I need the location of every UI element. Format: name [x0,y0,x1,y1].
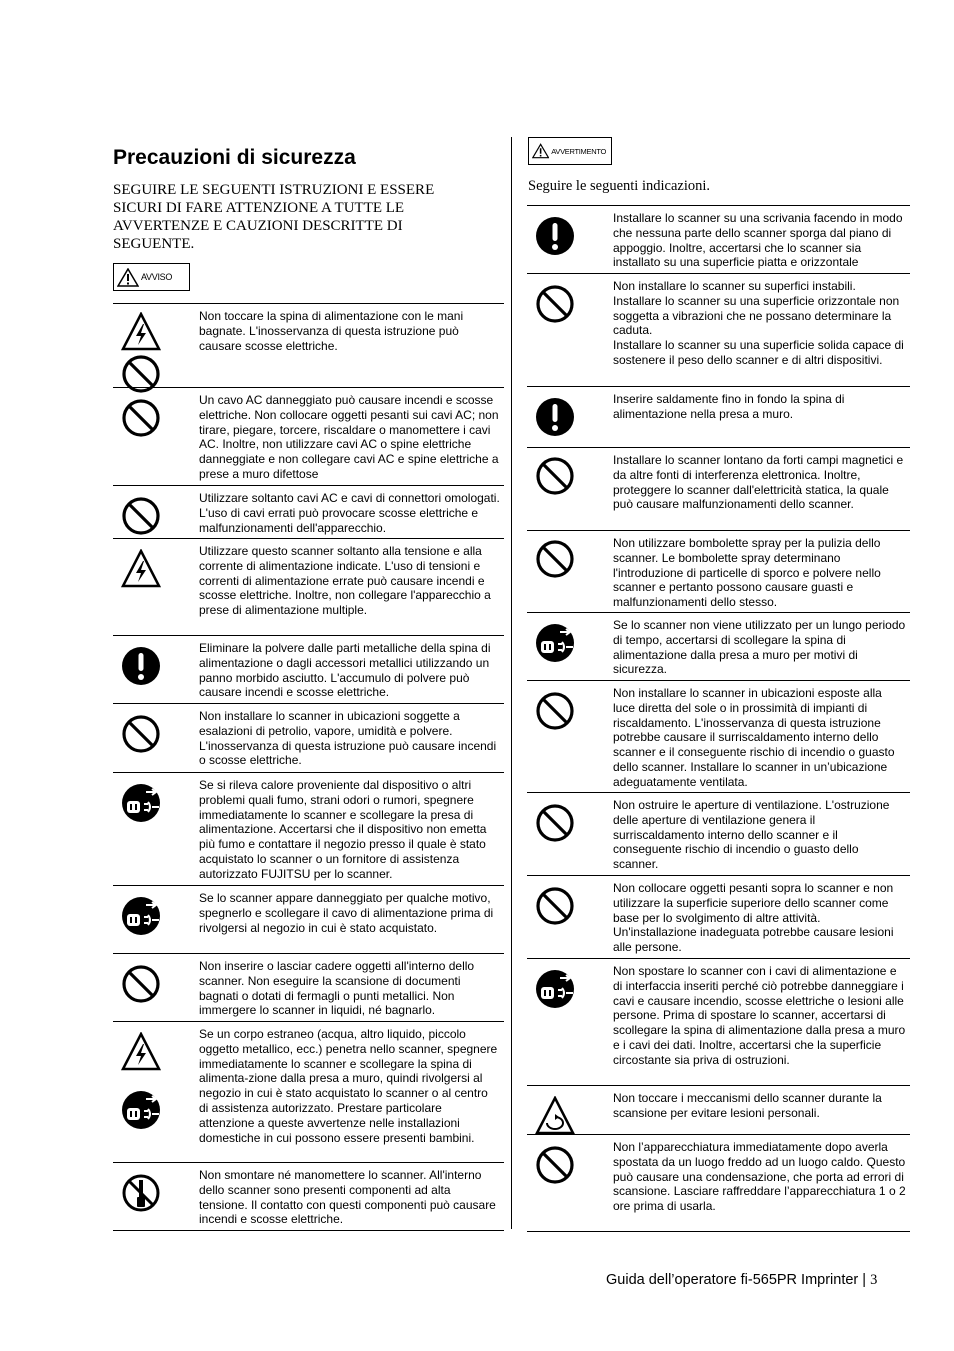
warning-badge-label: AVVISO [141,272,173,282]
prohibition-icon [535,456,575,496]
mandatory-icon [121,646,161,686]
list-item-text: Non toccare la spina di alimentazione con le mani bagnate. L'inosservanza di questa istruzione può causare scosse elettriche. [199,309,464,353]
list-item-text: Se un corpo estraneo (acqua, altro liquido, piccolo oggetto metallico, ecc.) penetra nello scanner, spegnere immediatamente lo scanner e scollegare la spina di alimenta-zione dalla presa a muro, quindi rivolgersi al negozio in cui è stato acquistato lo scanner o al centro di assistenza autorizzato. Prestare particolare attenzione a queste avvertenze nelle installazioni domestiche in cui possono essere presenti bambini. [199,1027,498,1145]
list-item-text: Non utilizzare bombolette spray per la pulizia dello scanner. Le bombolette spray determinano l'introduzione di particelle di sporco e polvere nello scanner e pertanto possono causare guasti e malfunzionamenti dello stesso. [613,536,881,610]
warning-triangle-icon [117,268,139,287]
list-item [527,1086,910,1135]
list-item-text: Non collocare oggetti pesanti sopra lo scanner e non utilizzare la superficie superiore dello scanner come base per lo svolgimento di altre attività. Un'installazione inadeguata potrebbe causare lesioni alle persone. [613,881,894,955]
page-number: 3 [870,1272,878,1288]
list-item-text: Utilizzare soltanto cavi AC e cavi di connettori omologati. L'uso di cavi errati può provocare scosse elettriche e malfunzionamenti dell'apparecchio. [199,491,500,535]
list-item [113,636,504,704]
list-item [527,387,910,448]
list-item [113,388,504,486]
right-intro-text: Seguire le seguenti indicazioni. [528,178,711,194]
footer-separator: | [862,1272,867,1288]
rotating-parts-icon [535,1096,575,1136]
prohibition-icon [121,398,161,438]
list-item [113,1022,504,1163]
list-item [113,539,504,636]
prohibition-icon [535,691,575,731]
list-item-text: Non inserire o lasciar cadere oggetti all'interno dello scanner. Non eseguire la scansione di documenti bagnati o dotati di fermagli o punti metallici. Non immergere lo scanner in liquidi, né bagnarlo. [199,959,475,1018]
no-disassembly-icon [121,1173,161,1213]
list-item-text: Non installare lo scanner in ubicazioni soggette a esalazioni di petrolio, vapore, umidità e polvere. L'inosservanza di questa istruzione può causare incendi o scosse elettriche. [199,709,497,768]
list-item [527,531,910,613]
page-footer [606,1272,877,1289]
list-item-text: Se lo scanner appare danneggiato per qualche motivo, spegnerlo e scollegare il cavo di alimentazione prima di rivolgersi al negozio in cui è stato acquistato. [199,891,494,935]
warning-badge [113,263,190,291]
unplug-icon [535,969,575,1009]
electric-shock-icon [121,1032,161,1072]
list-item-text: Non toccare i meccanismi dello scanner durante la scansione per evitare lesioni personali. [613,1091,882,1120]
list-item-text: Se si rileva calore proveniente dal dispositivo o altri problemi quali fumo, strani odori o rumori, spegnere immediatamente lo scanner e scollegare la presa di alimentazione. Accertarsi che il dispositivo non emetta più fumo e contattare il negozio presso il quale è stato acquistato lo scanner o un fornitore di assistenza autorizzato FUJITSU per lo scanner. [199,778,487,881]
list-item [113,773,504,886]
list-item [527,681,910,793]
list-item-text: Non l’apparecchiatura immediatamente dopo averla spostata da un luogo freddo ad un luogo caldo. Questo può causare una condensazione, che porta ad errori di scansione. Lasciare raffreddare l’apparecchiatura 1 o 2 ore prima di usarla. [613,1140,906,1214]
prohibition-icon [535,1145,575,1185]
list-item-text: Non installare lo scanner su superfici instabili. Installare lo scanner su una superficie orizzontale non soggetta a vibrazioni che ne possano determinare la caduta. Installare lo scanner su una superficie solida capace di sostenere il peso dello scanner e di altri dispositivi. [613,279,904,367]
list-item [527,613,910,681]
list-item [113,304,504,388]
list-item-text: Inserire saldamente fino in fondo la spina di alimentazione nella presa a muro. [613,392,845,421]
intro-text: SEGUIRE LE SEGUENTI ISTRUZIONI E ESSERE SICURI DI FARE ATTENZIONE A TUTTE LE AVVERTENZE E CAUZIONI DESCRITTE DI SEGUENTE. [113,182,435,252]
list-item [113,954,504,1022]
list-item [113,1163,504,1231]
column-divider [511,137,512,1229]
unplug-icon [535,623,575,663]
list-item [527,959,910,1086]
unplug-icon [121,1090,161,1130]
prohibition-icon [121,496,161,536]
list-item [527,1135,910,1232]
list-item-text: Non ostruire le aperture di ventilazione. L'ostruzione delle aperture di ventilazione genera il surriscaldamento interno dello scanner e il conseguente rischio di incendio o guasto dello scanner. [613,798,890,872]
prohibition-icon [121,714,161,754]
page-title: Precauzioni di sicurezza [113,146,356,169]
list-item [113,486,504,539]
electric-shock-icon [121,312,161,352]
warning-triangle-icon [532,143,549,159]
unplug-icon [121,896,161,936]
left-safety-list [113,303,504,1231]
list-item [113,704,504,773]
list-item-text: Non spostare lo scanner con i cavi di alimentazione e di interfaccia inseriti perché ciò potrebbe danneggiare i cavi e causare incendio, scosse elettriche o lesioni alle persone. Prima di spostare lo scanner, accertarsi di scollegare la spina di alimentazione dalla presa a muro e i cavi dei dati. Inoltre, accertarsi che la superficie circostante sia priva di ostruzioni. [613,964,906,1067]
list-item [527,206,910,274]
mandatory-icon [535,216,575,256]
electric-shock-icon [121,549,161,589]
list-item [113,886,504,954]
prohibition-icon [121,964,161,1004]
footer-title: Guida dell’operatore fi-565PR Imprinter [606,1272,859,1288]
list-item-text: Utilizzare questo scanner soltanto alla tensione e alla corrente di alimentazione indicate. L'uso di tensioni e correnti di alimentazione errate può causare incendi e scosse elettriche. Inoltre, non collegare l'apparecchio a prese di alimentazione multiple. [199,544,491,618]
list-item-text: Non smontare né manomettere lo scanner. All'interno dello scanner sono presenti componenti ad alta tensione. Il contatto con questi componenti può causare incendi e scosse elettriche. [199,1168,496,1227]
list-item-text: Non installare lo scanner in ubicazioni esposte alla luce diretta del sole o in prossimità di impianti di riscaldamento. L'inosservanza di questa istruzione potrebbe causare il surriscaldamento interno dello scanner e il conseguente rischio di incendio o guasto dello scanner. Installare lo scanner in un’ubicazione adeguatamente ventilata. [613,686,895,789]
list-item [527,448,910,531]
list-item-text: Eliminare la polvere dalle parti metalliche della spina di alimentazione o dagli accessori metallici utilizzando un panno morbido asciutto. L'accumulo di polvere può causare incendi e scosse elettriche. [199,641,491,700]
caution-badge [528,137,612,165]
right-safety-list [527,205,910,1232]
caution-badge-label: AVVERTIMENTO [551,146,606,156]
list-item-text: Un cavo AC danneggiato può causare incendi e scosse elettriche. Non collocare oggetti pesanti sui cavi AC; non tirare, piegare, torcere, riscaldare o manomettere i cavi AC. Inoltre, non utilizzare cavi AC o spine elettriche danneggiate e non collegare cavi AC e spine elettriche a prese a muro difettose [199,393,499,481]
mandatory-icon [535,397,575,437]
prohibition-icon [535,886,575,926]
list-item-text: Installare lo scanner lontano da forti campi magnetici e da altre fonti di interferenza elettronica. Inoltre, proteggere lo scanner dall'elettricità statica, la quale può causare malfunzionamenti dello scanner. [613,453,904,512]
unplug-icon [121,783,161,823]
list-item-text: Se lo scanner non viene utilizzato per un lungo periodo di tempo, accertarsi di scollegare la spina di alimentazione dalla presa a muro per motivi di sicurezza. [613,618,906,677]
prohibition-icon [535,284,575,324]
list-item [527,274,910,387]
list-item [527,793,910,876]
list-item [527,876,910,959]
prohibition-icon [535,539,575,579]
prohibition-icon [535,803,575,843]
list-item-text: Installare lo scanner su una scrivania facendo in modo che nessuna parte dello scanner sporga dal piano di appoggio. Inoltre, accertarsi che lo scanner sia installato su una superficie piatta e orizzontale [613,211,903,270]
